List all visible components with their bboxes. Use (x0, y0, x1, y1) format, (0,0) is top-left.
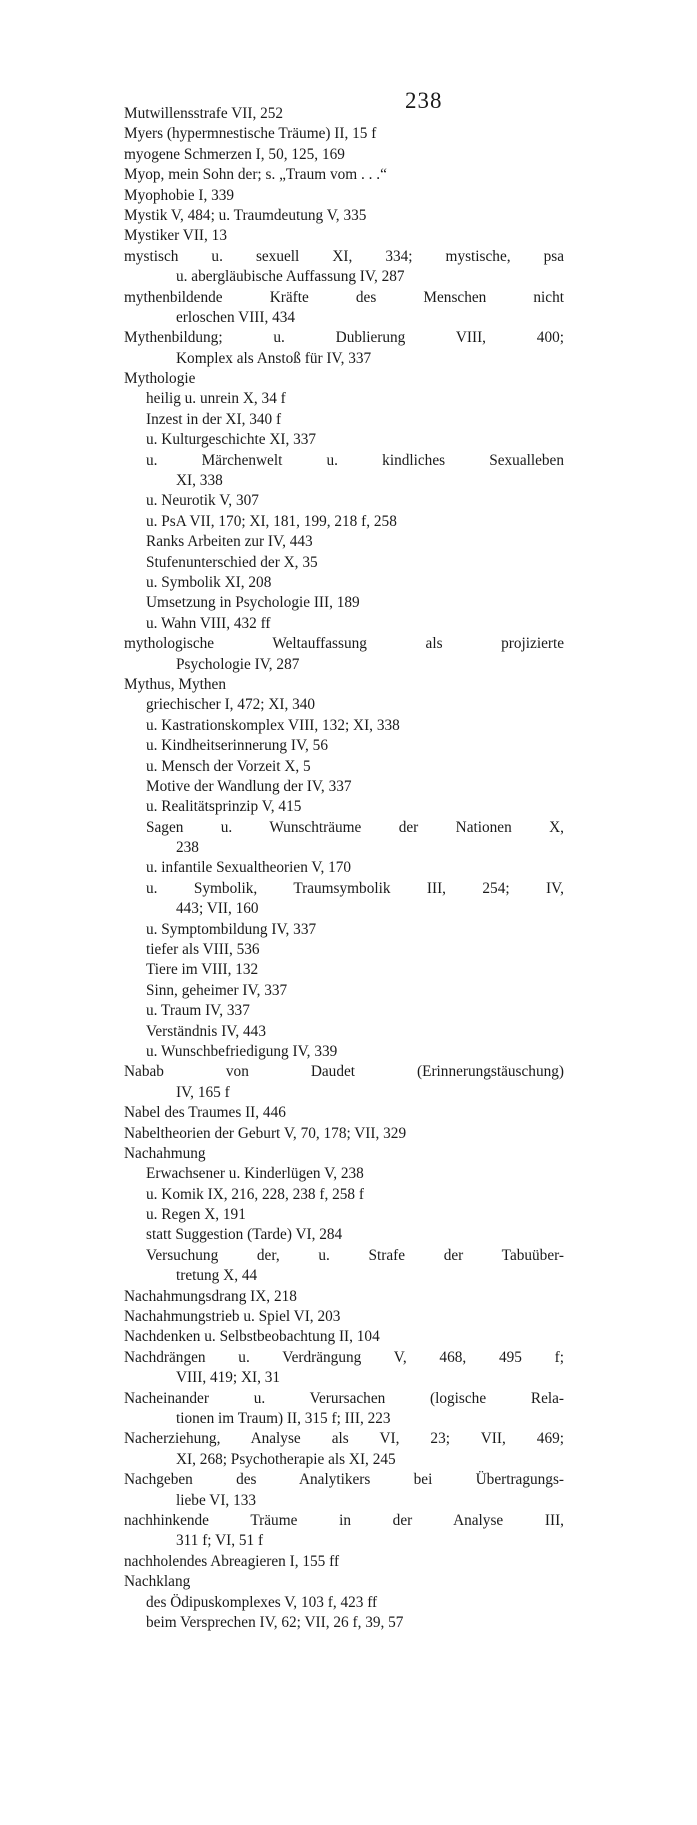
index-entry: u. Realitätsprinzip V, 415 (146, 798, 302, 816)
index-entry: Nabel des Traumes II, 446 (124, 1104, 286, 1122)
index-list (124, 104, 564, 1633)
index-entry: Mythologie (124, 370, 196, 388)
index-entry: Mystik V, 484; u. Traumdeutung V, 335 (124, 206, 367, 224)
index-entry: u. infantile Sexualtheorien V, 170 (146, 859, 352, 877)
index-entry: Nachahmungstrieb u. Spiel VI, 203 (124, 1308, 341, 1326)
index-entry: u. Kulturgeschichte XI, 337 (146, 431, 317, 449)
index-entry: 311 f; VI, 51 f (176, 1532, 264, 1550)
index-entry: nachholendes Abreagieren I, 155 ff (124, 1552, 340, 1570)
index-entry: u. Kindheitserinnerung IV, 56 (146, 737, 328, 755)
index-entry: u. Regen X, 191 (146, 1206, 246, 1224)
index-entry: nachhinkende Träume in der Analyse III, (124, 1511, 564, 1529)
index-entry: u. Märchenwelt u. kindliches Sexualleben (146, 451, 564, 469)
index-entry: 238 (176, 839, 199, 857)
index-entry: griechischer I, 472; XI, 340 (146, 696, 316, 714)
index-entry: Komplex als Anstoß für IV, 337 (176, 349, 372, 367)
index-entry: tionen im Traum) II, 315 f; III, 223 (176, 1410, 391, 1427)
index-entry: u. Symbolik XI, 208 (146, 573, 272, 591)
index-entry: u. Symbolik, Traumsymbolik III, 254; IV, (146, 879, 564, 897)
index-entry: Tiere im VIII, 132 (146, 961, 259, 979)
index-entry: mystisch u. sexuell XI, 334; mystische, psa (124, 247, 564, 265)
index-entry: Nachahmungsdrang IX, 218 (124, 1287, 297, 1305)
index-entry: u. Kastrationskomplex VIII, 132; XI, 338 (146, 716, 400, 734)
index-entry: Ranks Arbeiten zur IV, 443 (146, 533, 313, 551)
index-entry: beim Versprechen IV, 62; VII, 26 f, 39, 57 (146, 1613, 404, 1631)
index-entry: Nachdenken u. Selbstbeobachtung II, 104 (124, 1328, 380, 1346)
index-entry: des Ödipuskomplexes V, 103 f, 423 ff (146, 1593, 378, 1611)
index-entry: Inzest in der XI, 340 f (146, 410, 282, 428)
index-entry: u. PsA VII, 170; XI, 181, 199, 218 f, 258 (146, 512, 397, 530)
index-entry: Nacheinander u. Verursachen (logische Rela- (124, 1389, 564, 1407)
index-entry: Umsetzung in Psychologie III, 189 (146, 594, 360, 612)
index-entry: Nacherziehung, Analyse als VI, 23; VII, 469; (124, 1430, 564, 1448)
index-entry: u. Traum IV, 337 (146, 1002, 250, 1020)
index-entry: Nachgeben des Analytikers bei Übertragungs- (124, 1471, 564, 1489)
index-entry: mythenbildende Kräfte des Menschen nicht (124, 288, 564, 306)
index-entry: u. Mensch der Vorzeit X, 5 (146, 757, 311, 775)
index-entry: IV, 165 f (176, 1083, 230, 1101)
index-entry: Myers (hypermnestische Träume) II, 15 f (124, 125, 377, 143)
index-entry: Mutwillensstrafe VII, 252 (124, 105, 284, 122)
index-entry: Nachklang (124, 1573, 191, 1591)
index-entry: Stufenunterschied der X, 35 (146, 553, 318, 571)
index-entry: XI, 268; Psychotherapie als XI, 245 (176, 1450, 396, 1468)
index-entry: Erwachsener u. Kinderlügen V, 238 (146, 1165, 364, 1183)
index-entry: XI, 338 (176, 472, 223, 490)
index-entry: u. Symptombildung IV, 337 (146, 920, 317, 938)
index-entry: Mythenbildung; u. Dublierung VIII, 400; (124, 329, 564, 347)
index-entry: u. abergläubische Auffassung IV, 287 (176, 268, 405, 286)
index-entry: Nachahmung (124, 1144, 206, 1162)
index-entry: Myop, mein Sohn der; s. „Traum vom . . .“ (124, 166, 387, 184)
index-entry: 443; VII, 160 (176, 900, 259, 918)
index-entry: tretung X, 44 (176, 1267, 258, 1285)
index-entry: mythologische Weltauffassung als projizierte (124, 635, 564, 653)
index-entry: Motive der Wandlung der IV, 337 (146, 777, 352, 795)
index-entry: Psychologie IV, 287 (176, 655, 300, 673)
index-entry: u. Wahn VIII, 432 ff (146, 614, 271, 632)
page-number: 238 (405, 88, 443, 113)
index-entry: Mythus, Mythen (124, 675, 226, 693)
index-entry: myogene Schmerzen I, 50, 125, 169 (124, 145, 345, 163)
index-entry: Mystiker VII, 13 (124, 227, 227, 245)
index-entry: statt Suggestion (Tarde) VI, 284 (146, 1226, 343, 1244)
index-entry: erloschen VIII, 434 (176, 308, 296, 326)
index-entry: liebe VI, 133 (176, 1491, 257, 1509)
index-entry: Nachdrängen u. Verdrängung V, 468, 495 f; (124, 1348, 564, 1366)
index-entry: u. Neurotik V, 307 (146, 492, 259, 510)
index-entry: Verständnis IV, 443 (146, 1022, 266, 1040)
index-entry: tiefer als VIII, 536 (146, 941, 260, 959)
index-entry: Nabab von Daudet (Erinnerungstäuschung) (124, 1063, 564, 1081)
index-entry: u. Komik IX, 216, 228, 238 f, 258 f (146, 1185, 364, 1203)
index-entry: Nabeltheorien der Geburt V, 70, 178; VII, 329 (124, 1124, 407, 1142)
index-entry: VIII, 419; XI, 31 (176, 1369, 281, 1387)
index-entry: Sinn, geheimer IV, 337 (146, 981, 288, 999)
index-entry: Sagen u. Wunschträume der Nationen X, (146, 818, 564, 836)
index-entry: Versuchung der, u. Strafe der Tabuüber- (146, 1246, 564, 1264)
index-entry: heilig u. unrein X, 34 f (146, 390, 286, 408)
index-entry: u. Wunschbefriedigung IV, 339 (146, 1042, 338, 1060)
index-entry: Myophobie I, 339 (124, 186, 235, 204)
